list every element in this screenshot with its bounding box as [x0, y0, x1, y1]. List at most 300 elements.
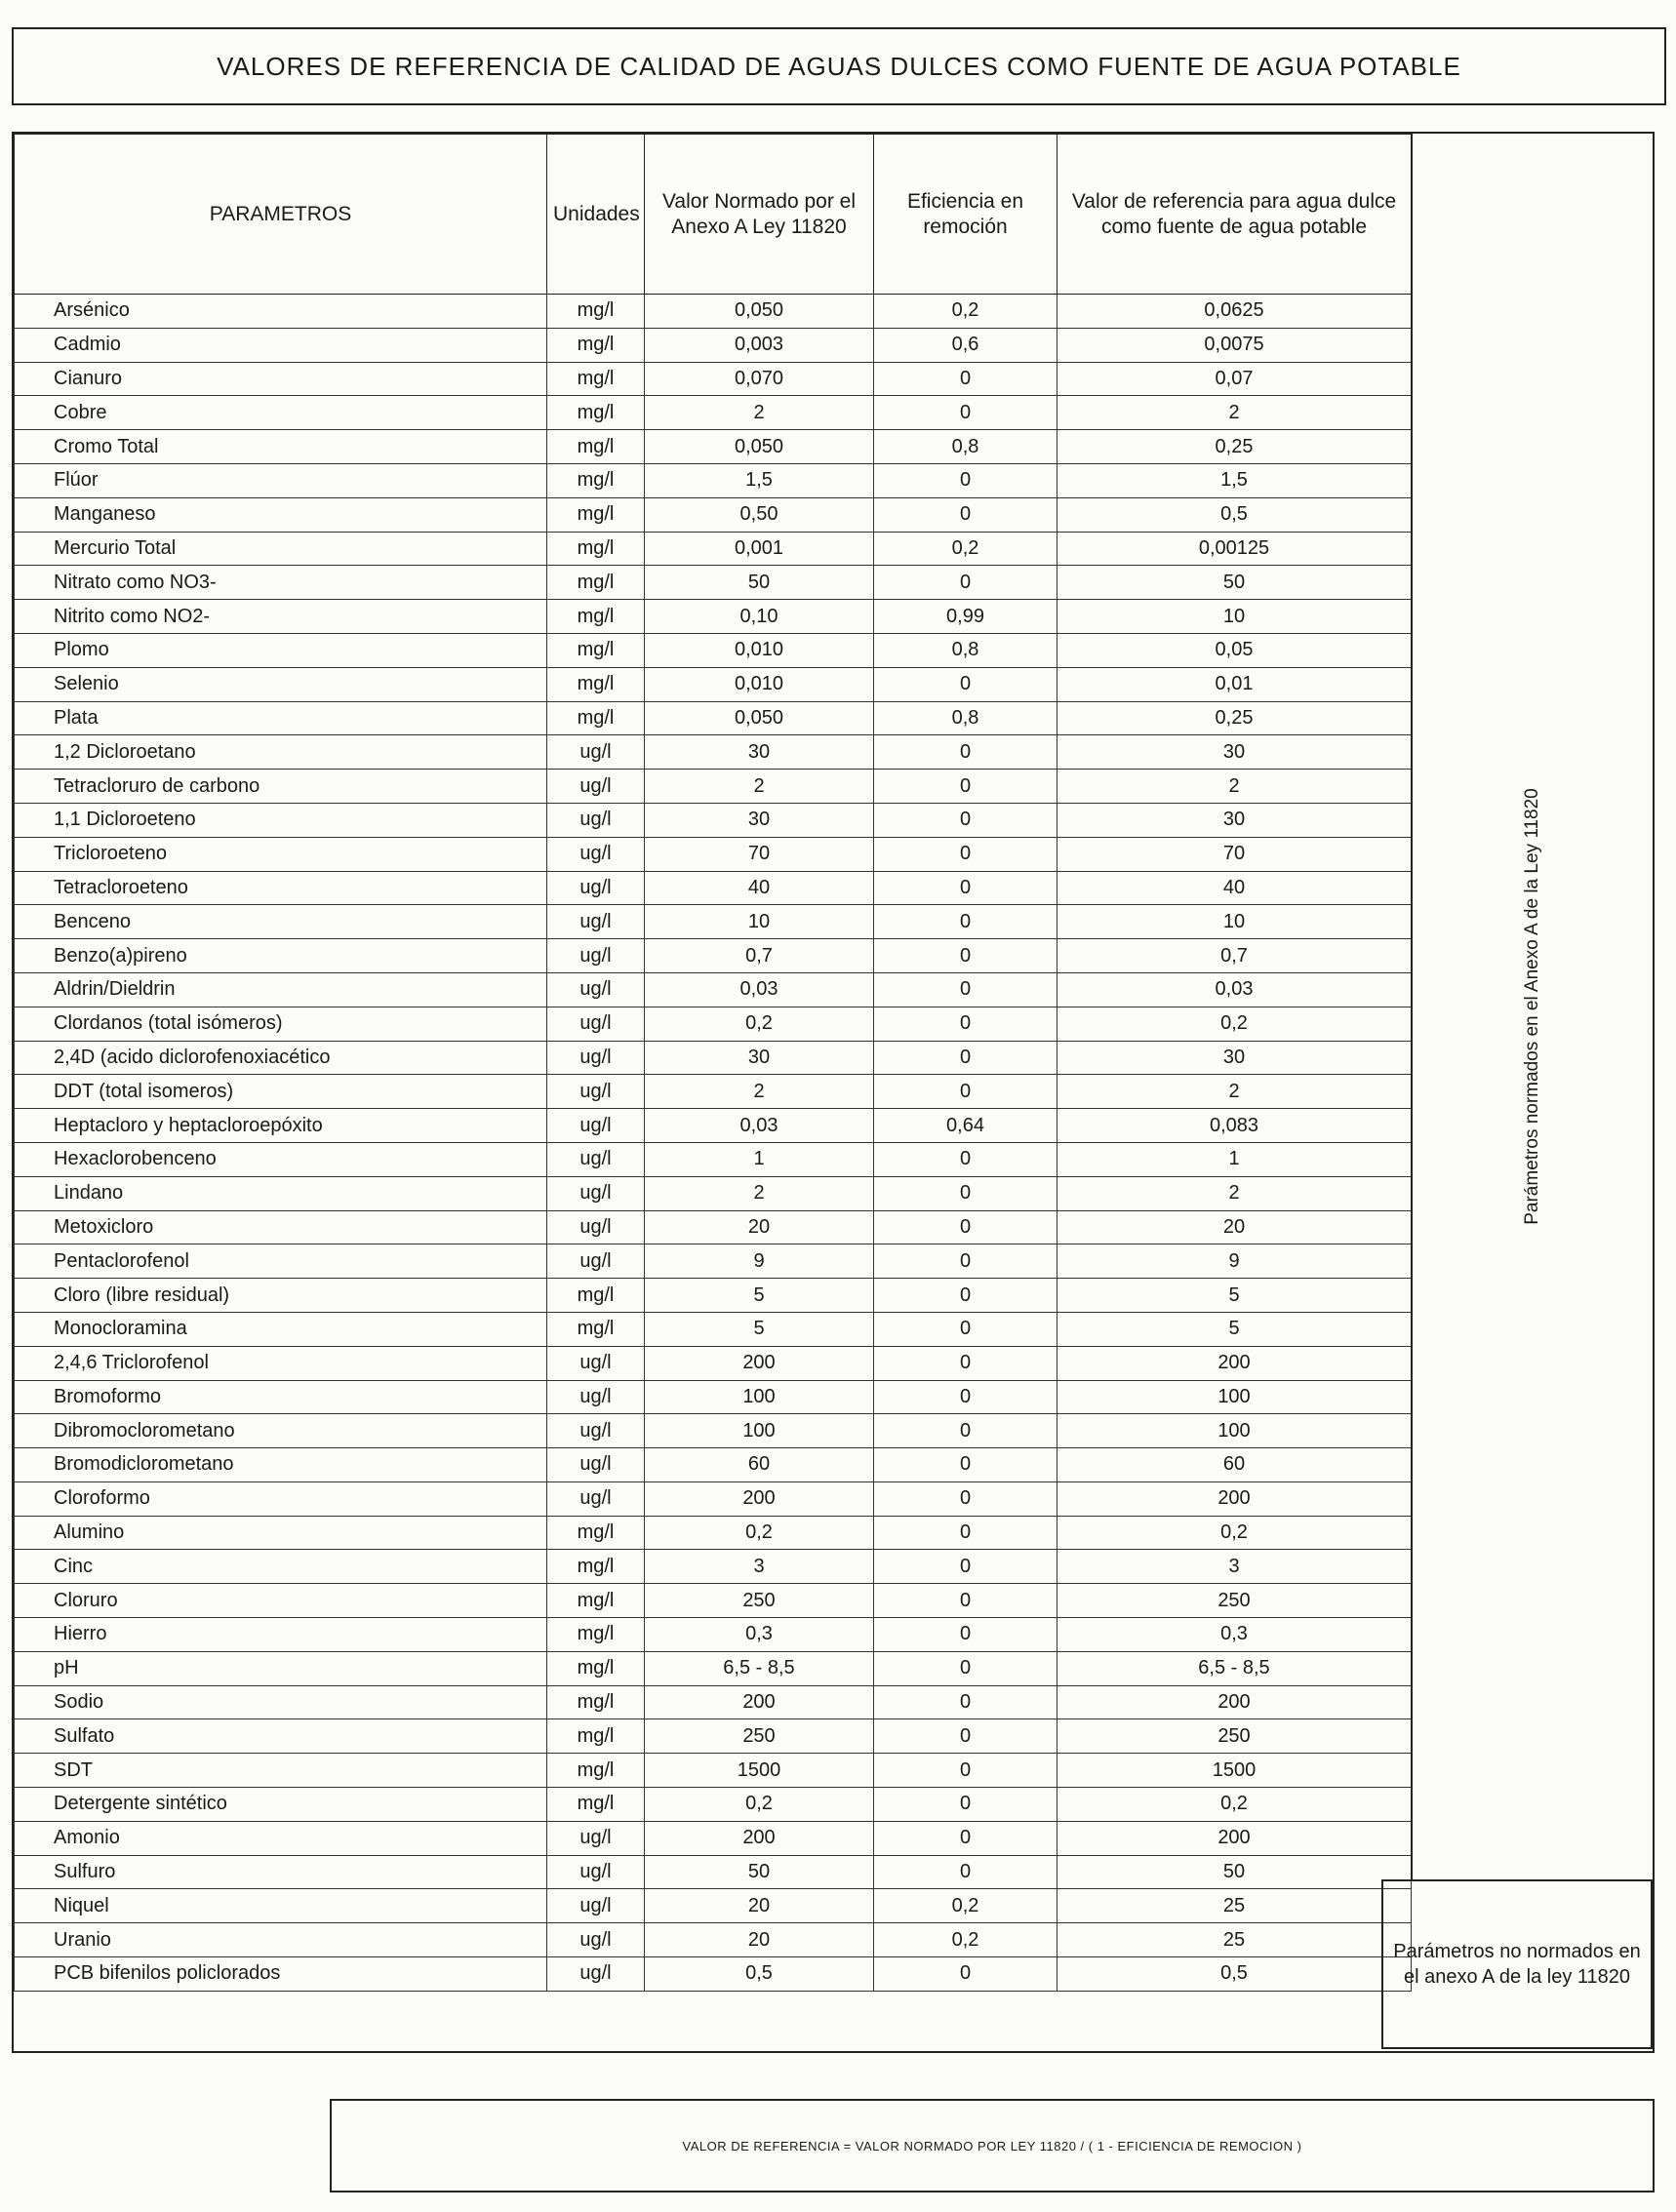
- unit-cell: mg/l: [547, 396, 645, 430]
- parameter-cell: Cadmio: [15, 328, 547, 362]
- efficiency-cell: 0: [874, 1210, 1057, 1244]
- unit-cell: ug/l: [547, 1380, 645, 1414]
- table-row: [15, 939, 1412, 973]
- parameter-cell: Heptacloro y heptacloroepóxito: [15, 1109, 547, 1143]
- table-row: [15, 362, 1412, 396]
- reference-value-cell: 6,5 - 8,5: [1057, 1651, 1412, 1685]
- normed-value-cell: 250: [645, 1584, 874, 1618]
- table-row: [15, 1957, 1412, 1992]
- efficiency-cell: 0: [874, 497, 1057, 532]
- efficiency-cell: 0: [874, 1142, 1057, 1176]
- parameter-cell: Uranio: [15, 1923, 547, 1957]
- normed-value-cell: 9: [645, 1244, 874, 1279]
- reference-value-cell: 10: [1057, 600, 1412, 634]
- normed-parameters-note: [1411, 134, 1653, 1879]
- normed-value-cell: 0,003: [645, 328, 874, 362]
- header-parametros: PARAMETROS: [15, 135, 547, 295]
- parameter-cell: Detergente sintético: [15, 1788, 547, 1822]
- unit-cell: mg/l: [547, 1685, 645, 1719]
- table-row: [15, 1279, 1412, 1313]
- efficiency-cell: 0: [874, 1481, 1057, 1516]
- efficiency-cell: 0: [874, 770, 1057, 804]
- parameter-cell: Tetracloruro de carbono: [15, 770, 547, 804]
- reference-value-cell: 0,7: [1057, 939, 1412, 973]
- normed-value-cell: 6,5 - 8,5: [645, 1651, 874, 1685]
- efficiency-cell: 0,64: [874, 1109, 1057, 1143]
- unit-cell: ug/l: [547, 1176, 645, 1210]
- efficiency-cell: 0: [874, 396, 1057, 430]
- reference-value-cell: 60: [1057, 1448, 1412, 1482]
- parameter-cell: Sulfato: [15, 1719, 547, 1754]
- reference-table-frame: [12, 132, 1655, 2053]
- efficiency-cell: 0: [874, 735, 1057, 770]
- parameter-cell: Cobre: [15, 396, 547, 430]
- unit-cell: mg/l: [547, 566, 645, 600]
- parameter-cell: Cromo Total: [15, 430, 547, 464]
- unit-cell: ug/l: [547, 1889, 645, 1923]
- normed-value-cell: 0,001: [645, 532, 874, 566]
- efficiency-cell: 0,2: [874, 295, 1057, 329]
- reference-value-cell: 30: [1057, 803, 1412, 837]
- unit-cell: mg/l: [547, 633, 645, 667]
- parameter-cell: Lindano: [15, 1176, 547, 1210]
- normed-value-cell: 5: [645, 1279, 874, 1313]
- reference-value-cell: 2: [1057, 1176, 1412, 1210]
- table-row: [15, 1448, 1412, 1482]
- reference-value-cell: 2: [1057, 396, 1412, 430]
- unit-cell: mg/l: [547, 430, 645, 464]
- reference-value-cell: 200: [1057, 1481, 1412, 1516]
- unit-cell: ug/l: [547, 1041, 645, 1075]
- normed-value-cell: 0,03: [645, 972, 874, 1007]
- table-row: [15, 532, 1412, 566]
- reference-value-cell: 0,03: [1057, 972, 1412, 1007]
- unit-cell: mg/l: [547, 1516, 645, 1550]
- efficiency-cell: 0: [874, 1550, 1057, 1584]
- normed-value-cell: 0,2: [645, 1516, 874, 1550]
- parameter-cell: Plomo: [15, 633, 547, 667]
- efficiency-cell: 0: [874, 871, 1057, 905]
- parameter-cell: 1,2 Dicloroetano: [15, 735, 547, 770]
- reference-value-cell: 100: [1057, 1380, 1412, 1414]
- efficiency-cell: 0,6: [874, 328, 1057, 362]
- table-row: [15, 633, 1412, 667]
- normed-value-cell: 1,5: [645, 463, 874, 497]
- parameter-cell: Sulfuro: [15, 1855, 547, 1889]
- unit-cell: ug/l: [547, 1414, 645, 1448]
- table-row: [15, 1481, 1412, 1516]
- reference-value-cell: 2: [1057, 770, 1412, 804]
- table-row: [15, 803, 1412, 837]
- parameter-cell: Niquel: [15, 1889, 547, 1923]
- parameter-cell: Mercurio Total: [15, 532, 547, 566]
- efficiency-cell: 0: [874, 837, 1057, 871]
- parameter-cell: Dibromoclorometano: [15, 1414, 547, 1448]
- table-row: [15, 463, 1412, 497]
- efficiency-cell: 0: [874, 972, 1057, 1007]
- parameter-cell: pH: [15, 1651, 547, 1685]
- normed-value-cell: 0,070: [645, 362, 874, 396]
- formula-text: VALOR DE REFERENCIA = VALOR NORMADO POR LEY 11820 / ( 1 - EFICIENCIA DE REMOCION ): [682, 2138, 1302, 2153]
- efficiency-cell: 0,2: [874, 532, 1057, 566]
- reference-value-cell: 30: [1057, 735, 1412, 770]
- unit-cell: ug/l: [547, 1007, 645, 1041]
- unit-cell: ug/l: [547, 871, 645, 905]
- unit-cell: mg/l: [547, 497, 645, 532]
- reference-value-cell: 250: [1057, 1719, 1412, 1754]
- normed-value-cell: 200: [645, 1685, 874, 1719]
- efficiency-cell: 0: [874, 463, 1057, 497]
- formula-box: [330, 2099, 1655, 2192]
- table-row: [15, 1821, 1412, 1855]
- reference-value-cell: 50: [1057, 1855, 1412, 1889]
- parameter-cell: Hierro: [15, 1618, 547, 1652]
- parameter-cell: Cloroformo: [15, 1481, 547, 1516]
- table-row: [15, 1041, 1412, 1075]
- normed-value-cell: 30: [645, 1041, 874, 1075]
- reference-value-cell: 0,5: [1057, 497, 1412, 532]
- parameter-cell: Plata: [15, 701, 547, 735]
- unit-cell: mg/l: [547, 600, 645, 634]
- unit-cell: ug/l: [547, 837, 645, 871]
- normed-value-cell: 3: [645, 1550, 874, 1584]
- normed-value-cell: 100: [645, 1414, 874, 1448]
- reference-value-cell: 1500: [1057, 1754, 1412, 1788]
- unit-cell: mg/l: [547, 362, 645, 396]
- parameter-cell: Sodio: [15, 1685, 547, 1719]
- efficiency-cell: 0: [874, 1957, 1057, 1992]
- efficiency-cell: 0: [874, 1618, 1057, 1652]
- reference-value-cell: 200: [1057, 1821, 1412, 1855]
- parameter-cell: Bromodiclorometano: [15, 1448, 547, 1482]
- efficiency-cell: 0: [874, 1176, 1057, 1210]
- efficiency-cell: 0,2: [874, 1889, 1057, 1923]
- table-row: [15, 1618, 1412, 1652]
- table-row: [15, 871, 1412, 905]
- page-title: VALORES DE REFERENCIA DE CALIDAD DE AGUAS DULCES COMO FUENTE DE AGUA POTABLE: [217, 51, 1461, 81]
- parameter-cell: Benceno: [15, 905, 547, 939]
- table-row: [15, 1244, 1412, 1279]
- parameter-cell: Cloruro: [15, 1584, 547, 1618]
- efficiency-cell: 0: [874, 1346, 1057, 1380]
- normed-value-cell: 0,010: [645, 633, 874, 667]
- reference-value-cell: 250: [1057, 1584, 1412, 1618]
- unit-cell: ug/l: [547, 1142, 645, 1176]
- header-valor-referencia: Valor de referencia para agua dulce como fuente de agua potable: [1057, 135, 1412, 295]
- reference-value-cell: 0,3: [1057, 1618, 1412, 1652]
- reference-value-cell: 0,00125: [1057, 532, 1412, 566]
- parameter-cell: Clordanos (total isómeros): [15, 1007, 547, 1041]
- table-row: [15, 701, 1412, 735]
- unit-cell: ug/l: [547, 1957, 645, 1992]
- unit-cell: ug/l: [547, 803, 645, 837]
- unit-cell: mg/l: [547, 295, 645, 329]
- efficiency-cell: 0: [874, 1719, 1057, 1754]
- unit-cell: ug/l: [547, 1821, 645, 1855]
- efficiency-cell: 0: [874, 362, 1057, 396]
- parameter-cell: PCB bifenilos policlorados: [15, 1957, 547, 1992]
- reference-value-cell: 1: [1057, 1142, 1412, 1176]
- table-row: [15, 1685, 1412, 1719]
- unit-cell: ug/l: [547, 770, 645, 804]
- parameter-cell: Cinc: [15, 1550, 547, 1584]
- table-header-row: [15, 135, 1412, 295]
- parameter-cell: Nitrato como NO3-: [15, 566, 547, 600]
- table-row: [15, 1754, 1412, 1788]
- reference-value-cell: 0,2: [1057, 1788, 1412, 1822]
- reference-value-cell: 0,25: [1057, 430, 1412, 464]
- unit-cell: ug/l: [547, 1210, 645, 1244]
- reference-value-cell: 40: [1057, 871, 1412, 905]
- efficiency-cell: 0: [874, 1414, 1057, 1448]
- table-row: [15, 1142, 1412, 1176]
- reference-value-cell: 10: [1057, 905, 1412, 939]
- efficiency-cell: 0,8: [874, 633, 1057, 667]
- normed-value-cell: 2: [645, 1176, 874, 1210]
- table-row: [15, 972, 1412, 1007]
- efficiency-cell: 0: [874, 1685, 1057, 1719]
- unit-cell: mg/l: [547, 1754, 645, 1788]
- efficiency-cell: 0: [874, 1855, 1057, 1889]
- unit-cell: mg/l: [547, 463, 645, 497]
- reference-value-cell: 100: [1057, 1414, 1412, 1448]
- parameter-cell: 2,4,6 Triclorofenol: [15, 1346, 547, 1380]
- normed-value-cell: 1: [645, 1142, 874, 1176]
- header-valor-normado: Valor Normado por el Anexo A Ley 11820: [645, 135, 874, 295]
- parameter-cell: Cloro (libre residual): [15, 1279, 547, 1313]
- table-row: [15, 1109, 1412, 1143]
- efficiency-cell: 0: [874, 1651, 1057, 1685]
- table-row: [15, 1550, 1412, 1584]
- reference-value-cell: 0,25: [1057, 701, 1412, 735]
- unit-cell: mg/l: [547, 1788, 645, 1822]
- efficiency-cell: 0,8: [874, 701, 1057, 735]
- efficiency-cell: 0: [874, 1448, 1057, 1482]
- reference-value-cell: 30: [1057, 1041, 1412, 1075]
- unit-cell: ug/l: [547, 1075, 645, 1109]
- unit-cell: ug/l: [547, 1346, 645, 1380]
- unit-cell: ug/l: [547, 1855, 645, 1889]
- reference-value-cell: 0,07: [1057, 362, 1412, 396]
- unit-cell: mg/l: [547, 1584, 645, 1618]
- normed-value-cell: 50: [645, 1855, 874, 1889]
- parameter-cell: Flúor: [15, 463, 547, 497]
- table-row: [15, 735, 1412, 770]
- table-row: [15, 1923, 1412, 1957]
- table-row: [15, 328, 1412, 362]
- parameter-cell: Aldrin/Dieldrin: [15, 972, 547, 1007]
- unit-cell: ug/l: [547, 905, 645, 939]
- normed-value-cell: 10: [645, 905, 874, 939]
- unit-cell: ug/l: [547, 939, 645, 973]
- table-row: [15, 1651, 1412, 1685]
- table-row: [15, 1176, 1412, 1210]
- unit-cell: ug/l: [547, 1923, 645, 1957]
- reference-value-cell: 200: [1057, 1346, 1412, 1380]
- unit-cell: mg/l: [547, 1618, 645, 1652]
- reference-value-cell: 70: [1057, 837, 1412, 871]
- normed-value-cell: 0,03: [645, 1109, 874, 1143]
- reference-value-cell: 0,0075: [1057, 328, 1412, 362]
- unit-cell: mg/l: [547, 1550, 645, 1584]
- table-row: [15, 1516, 1412, 1550]
- efficiency-cell: 0: [874, 1075, 1057, 1109]
- normed-value-cell: 100: [645, 1380, 874, 1414]
- efficiency-cell: 0: [874, 1584, 1057, 1618]
- table-row: [15, 1007, 1412, 1041]
- reference-value-cell: 5: [1057, 1279, 1412, 1313]
- non-normed-parameters-note: Parámetros no normados en el anexo A de la ley 11820: [1381, 1879, 1653, 2049]
- table-row: [15, 1855, 1412, 1889]
- efficiency-cell: 0: [874, 1516, 1057, 1550]
- unit-cell: mg/l: [547, 328, 645, 362]
- table-row: [15, 1346, 1412, 1380]
- normed-value-cell: 0,5: [645, 1957, 874, 1992]
- table-row: [15, 1889, 1412, 1923]
- unit-cell: ug/l: [547, 1109, 645, 1143]
- efficiency-cell: 0: [874, 1821, 1057, 1855]
- table-row: [15, 1584, 1412, 1618]
- parameter-cell: Pentaclorofenol: [15, 1244, 547, 1279]
- reference-value-cell: 5: [1057, 1312, 1412, 1346]
- reference-value-cell: 25: [1057, 1889, 1412, 1923]
- unit-cell: mg/l: [547, 1312, 645, 1346]
- efficiency-cell: 0: [874, 1007, 1057, 1041]
- efficiency-cell: 0: [874, 939, 1057, 973]
- parameter-cell: Cianuro: [15, 362, 547, 396]
- parameter-cell: SDT: [15, 1754, 547, 1788]
- efficiency-cell: 0: [874, 1754, 1057, 1788]
- table-row: [15, 837, 1412, 871]
- parameter-cell: Manganeso: [15, 497, 547, 532]
- parameter-cell: Tricloroeteno: [15, 837, 547, 871]
- normed-value-cell: 200: [645, 1481, 874, 1516]
- parameter-cell: 1,1 Dicloroeteno: [15, 803, 547, 837]
- reference-value-cell: 0,01: [1057, 667, 1412, 701]
- reference-value-cell: 2: [1057, 1075, 1412, 1109]
- normed-value-cell: 0,050: [645, 295, 874, 329]
- reference-value-cell: 3: [1057, 1550, 1412, 1584]
- efficiency-cell: 0: [874, 1380, 1057, 1414]
- table-row: [15, 497, 1412, 532]
- normed-value-cell: 0,2: [645, 1788, 874, 1822]
- normed-value-cell: 0,2: [645, 1007, 874, 1041]
- table-row: [15, 1075, 1412, 1109]
- parameter-cell: 2,4D (acido diclorofenoxiacético: [15, 1041, 547, 1075]
- efficiency-cell: 0: [874, 1244, 1057, 1279]
- normed-value-cell: 0,10: [645, 600, 874, 634]
- parameter-cell: Tetracloroeteno: [15, 871, 547, 905]
- header-eficiencia: Eficiencia en remoción: [874, 135, 1057, 295]
- reference-value-cell: 25: [1057, 1923, 1412, 1957]
- unit-cell: mg/l: [547, 1719, 645, 1754]
- reference-value-cell: 20: [1057, 1210, 1412, 1244]
- normed-value-cell: 2: [645, 1075, 874, 1109]
- unit-cell: mg/l: [547, 532, 645, 566]
- reference-value-cell: 9: [1057, 1244, 1412, 1279]
- parameter-cell: Selenio: [15, 667, 547, 701]
- table-row: [15, 430, 1412, 464]
- table-row: [15, 1312, 1412, 1346]
- table-row: [15, 1380, 1412, 1414]
- efficiency-cell: 0: [874, 667, 1057, 701]
- table-row: [15, 905, 1412, 939]
- parameter-cell: Bromoformo: [15, 1380, 547, 1414]
- efficiency-cell: 0: [874, 1279, 1057, 1313]
- table-row: [15, 1719, 1412, 1754]
- normed-value-cell: 0,010: [645, 667, 874, 701]
- unit-cell: ug/l: [547, 1448, 645, 1482]
- reference-values-table: [14, 134, 1412, 1992]
- normed-value-cell: 0,50: [645, 497, 874, 532]
- normed-value-cell: 30: [645, 803, 874, 837]
- header-unidades: Unidades: [547, 135, 645, 295]
- efficiency-cell: 0,99: [874, 600, 1057, 634]
- efficiency-cell: 0: [874, 566, 1057, 600]
- efficiency-cell: 0: [874, 1041, 1057, 1075]
- table-row: [15, 770, 1412, 804]
- unit-cell: ug/l: [547, 972, 645, 1007]
- reference-value-cell: 0,5: [1057, 1957, 1412, 1992]
- title-box: [12, 27, 1666, 105]
- parameter-cell: Metoxicloro: [15, 1210, 547, 1244]
- normed-value-cell: 20: [645, 1889, 874, 1923]
- efficiency-cell: 0: [874, 905, 1057, 939]
- normed-value-cell: 60: [645, 1448, 874, 1482]
- normed-value-cell: 20: [645, 1210, 874, 1244]
- normed-parameters-label: Parámetros normados en el Anexo A de la Ley 11820: [1522, 788, 1542, 1225]
- table-row: [15, 566, 1412, 600]
- reference-value-cell: 0,083: [1057, 1109, 1412, 1143]
- normed-value-cell: 250: [645, 1719, 874, 1754]
- unit-cell: mg/l: [547, 701, 645, 735]
- reference-value-cell: 0,2: [1057, 1007, 1412, 1041]
- normed-value-cell: 1500: [645, 1754, 874, 1788]
- normed-value-cell: 0,050: [645, 430, 874, 464]
- table-row: [15, 1788, 1412, 1822]
- table-row: [15, 1414, 1412, 1448]
- normed-value-cell: 5: [645, 1312, 874, 1346]
- normed-value-cell: 70: [645, 837, 874, 871]
- unit-cell: mg/l: [547, 667, 645, 701]
- table-row: [15, 396, 1412, 430]
- table-row: [15, 600, 1412, 634]
- efficiency-cell: 0,2: [874, 1923, 1057, 1957]
- parameter-cell: Monocloramina: [15, 1312, 547, 1346]
- parameter-cell: Arsénico: [15, 295, 547, 329]
- table-body: [15, 295, 1412, 1992]
- efficiency-cell: 0: [874, 1788, 1057, 1822]
- parameter-cell: Nitrito como NO2-: [15, 600, 547, 634]
- parameter-cell: DDT (total isomeros): [15, 1075, 547, 1109]
- normed-value-cell: 2: [645, 770, 874, 804]
- reference-value-cell: 1,5: [1057, 463, 1412, 497]
- reference-value-cell: 50: [1057, 566, 1412, 600]
- table-row: [15, 295, 1412, 329]
- parameter-cell: Hexaclorobenceno: [15, 1142, 547, 1176]
- efficiency-cell: 0: [874, 1312, 1057, 1346]
- table-row: [15, 1210, 1412, 1244]
- normed-value-cell: 40: [645, 871, 874, 905]
- parameter-cell: Benzo(a)pireno: [15, 939, 547, 973]
- unit-cell: mg/l: [547, 1651, 645, 1685]
- unit-cell: ug/l: [547, 1244, 645, 1279]
- reference-value-cell: 0,2: [1057, 1516, 1412, 1550]
- table-row: [15, 667, 1412, 701]
- normed-value-cell: 200: [645, 1346, 874, 1380]
- unit-cell: ug/l: [547, 1481, 645, 1516]
- efficiency-cell: 0: [874, 803, 1057, 837]
